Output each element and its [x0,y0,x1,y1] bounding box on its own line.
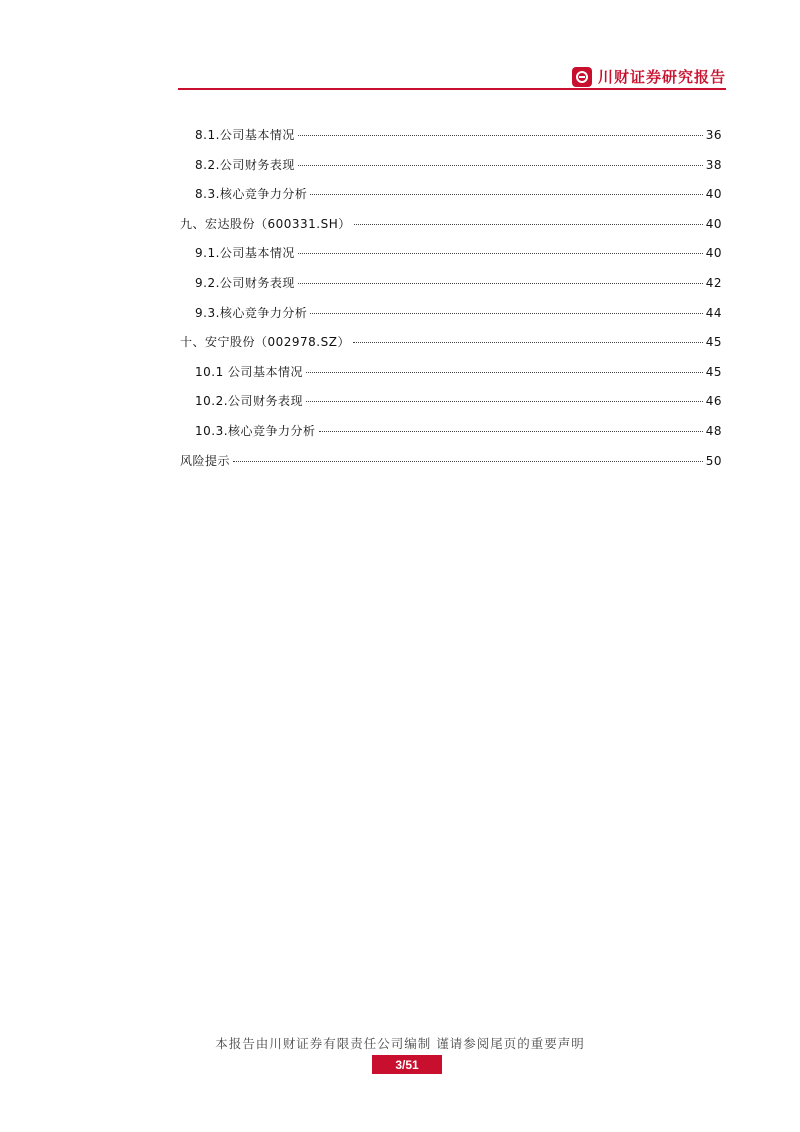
toc-entry[interactable] [180,452,722,482]
toc-entry[interactable] [180,422,722,452]
toc-entry-page: 40 [705,187,722,202]
toc-entry-title: 8.3.核心竞争力分析 [195,187,308,202]
toc-entry[interactable] [180,363,722,393]
toc-entry-title: 十、安宁股份（002978.SZ） [180,335,350,350]
toc-entry-title: 10.2.公司财务表现 [195,394,304,409]
toc-entry[interactable] [180,392,722,422]
toc-dot-leader [298,165,703,166]
toc-entry-title: 9.2.公司财务表现 [195,275,295,290]
toc-entry[interactable] [180,274,722,304]
footer-disclaimer: 本报告由川财证券有限责任公司编制 谨请参阅尾页的重要声明 [215,1036,585,1051]
toc-entry-title: 8.2.公司财务表现 [195,157,295,172]
toc-entry-page: 44 [705,305,722,320]
toc-entry-title: 10.1 公司基本情况 [195,364,304,379]
toc-entry-title: 风险提示 [180,453,231,468]
toc-entry-page: 38 [705,157,722,172]
toc-entry-page: 48 [705,423,722,438]
toc-entry[interactable] [180,156,722,186]
toc-dot-leader [233,461,703,462]
toc-entry[interactable] [180,185,722,215]
page-number-badge: 3/51 [372,1055,442,1074]
toc-entry-page: 36 [705,128,722,142]
toc-dot-leader [306,401,703,402]
toc-entry-page: 42 [705,275,722,290]
toc-entry-title: 9.3.核心竞争力分析 [195,305,308,320]
toc-dot-leader [298,253,703,254]
toc-dot-leader [354,224,703,225]
toc-dot-leader [306,372,703,373]
toc-dot-leader [310,313,702,314]
toc-entry-title: 10.3.核心竞争力分析 [195,423,316,438]
toc-entry-page: 45 [705,364,722,379]
toc-entry[interactable] [180,304,722,334]
header-divider [178,88,726,90]
toc-entry-page: 46 [705,394,722,409]
toc-entry-title: 9.1.公司基本情况 [195,246,295,261]
header-brand [572,66,726,87]
toc-entry-page: 50 [705,453,722,468]
toc-entry-page: 45 [705,335,722,350]
toc-entry[interactable] [180,333,722,363]
toc-dot-leader [298,135,703,136]
toc-dot-leader [353,342,703,343]
chuancai-logo-icon [572,67,592,87]
toc-entry-title: 九、宏达股份（600331.SH） [180,216,351,231]
toc-dot-leader [298,283,703,284]
toc-entry[interactable] [180,215,722,245]
toc-entry[interactable] [180,126,722,156]
brand-title: 川财证券研究报告 [597,68,726,86]
toc-entry-title: 8.1.公司基本情况 [195,128,295,142]
toc-entry-page: 40 [705,246,722,261]
toc-entry-page: 40 [705,216,722,231]
toc-dot-leader [319,431,703,432]
toc-dot-leader [310,194,702,195]
table-of-contents [180,126,722,481]
toc-entry[interactable] [180,244,722,274]
